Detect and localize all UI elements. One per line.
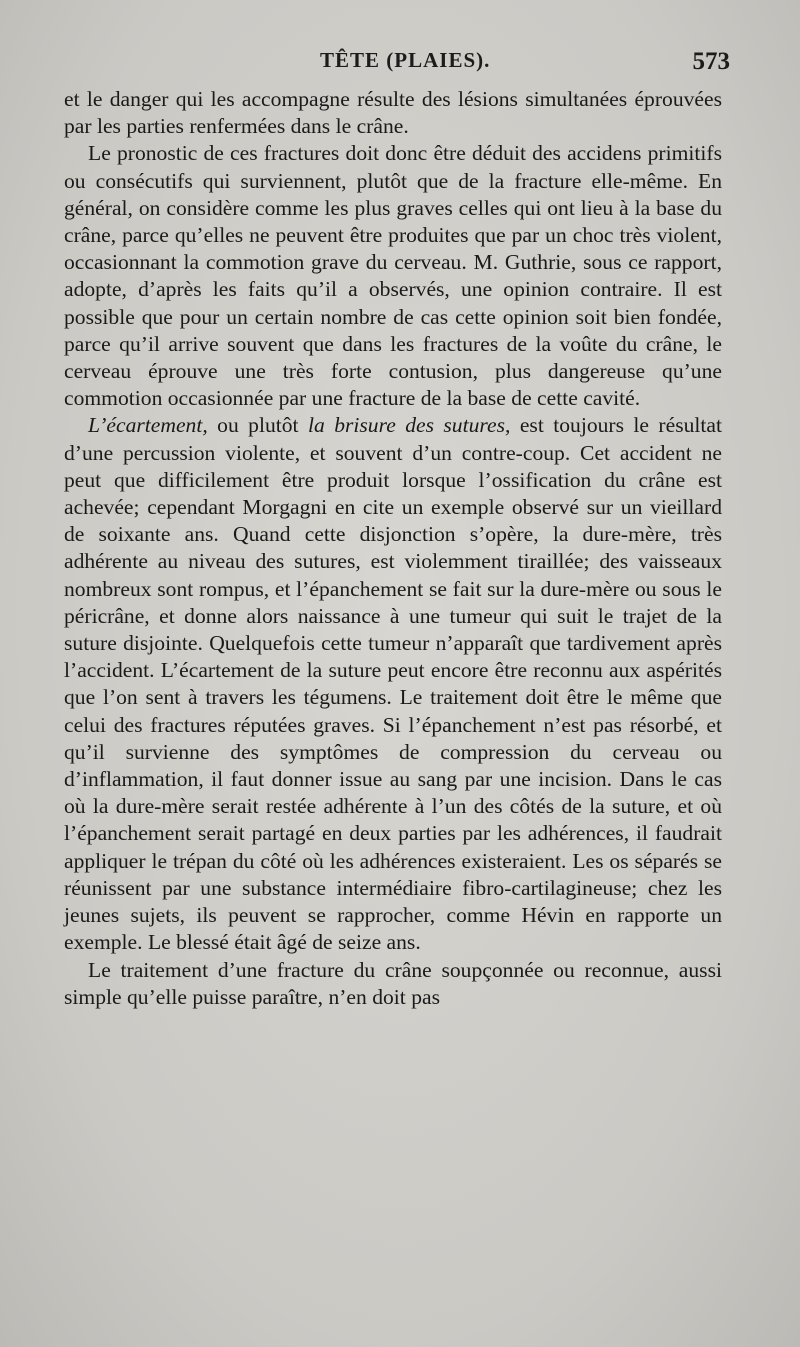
body-text bbox=[64, 86, 722, 1011]
paragraph-3-connector: ou plutôt bbox=[207, 413, 308, 438]
paragraph-3-text: est toujours le résultat d’une percussion violente, et souvent d’un contre-coup. Cet accident ne peut que difficilement être produit lorsque l’ossification du crâne est achevée; cependant Morgagni en cite un exemple observé sur un vieillard de soixante ans. Quand cette disjonction s’opère, la dure-mère, très adhérente au niveau des sutures, est violemment tiraillée; des vaisseaux nombreux sont rompus, et l’épanchement se fait sur la dure-mère ou sous le péricrâne, et donne alors naissance à une tumeur qui suit le trajet de la suture disjointe. Quelquefois cette tumeur n’apparaît que tardivement après l’accident. L’écartement de la suture peut encore être reconnu aux aspérités que l’on sent à travers les tégumens. Le traitement doit être le même que celui des fractures réputées graves. Si l’épanchement n’est pas résorbé, et qu’il survienne des symptômes de compression du cerveau ou d’inflammation, il faut donner issue au sang par une incision. Dans le cas où la dure-mère serait restée adhérente à l’un des côtés de la suture, et où l’épanchement serait partagé en deux parties par les adhérences, il faudrait appliquer le trépan du côté où les adhérences existeraient. Les os séparés se réunissent par une substance intermédiaire fibro-cartilagineuse; chez les jeunes sujets, ils peuvent se rapprocher, comme Hévin en rapporte un exemple. Le blessé était âgé de seize ans. bbox=[64, 413, 722, 955]
paragraph-2: Le pronostic de ces fractures doit donc être déduit des accidens primitifs ou consécutifs qui surviennent, plutôt que de la fracture elle-même. En général, on considère comme les plus graves celles qui ont lieu à la base du crâne, parce qu’elles ne peuvent être produites que par un choc très violent, occasionnant la commotion grave du cerveau. M. Guthrie, sous ce rapport, adopte, d’après les faits qu’il a observés, une opinion contraire. Il est possible que pour un certain nombre de cas cette opinion soit bien fondée, parce qu’il arrive souvent que dans les fractures de la voûte du crâne, le cerveau éprouve une très forte contusion, plus dangereuse qu’une commotion occasionnée par une fracture de la base de cette cavité. bbox=[64, 141, 722, 411]
page-header bbox=[0, 48, 800, 84]
paragraph-4: Le traitement d’une fracture du crâne soupçonnée ou reconnue, aussi simple qu’elle puisse paraître, n’en doit pas bbox=[64, 957, 722, 1009]
page-number: 573 bbox=[692, 48, 730, 75]
paragraph-3 bbox=[64, 412, 722, 956]
italic-term-brisure: la brisure des sutures, bbox=[307, 413, 511, 438]
running-head: TÊTE (PLAIES). bbox=[320, 48, 491, 72]
paragraph-1: et le danger qui les accompagne résulte des lésions simultanées éprouvées par les parties renfermées dans le crâne. bbox=[64, 87, 722, 139]
italic-term-ecartement: L’écartement, bbox=[88, 413, 208, 438]
